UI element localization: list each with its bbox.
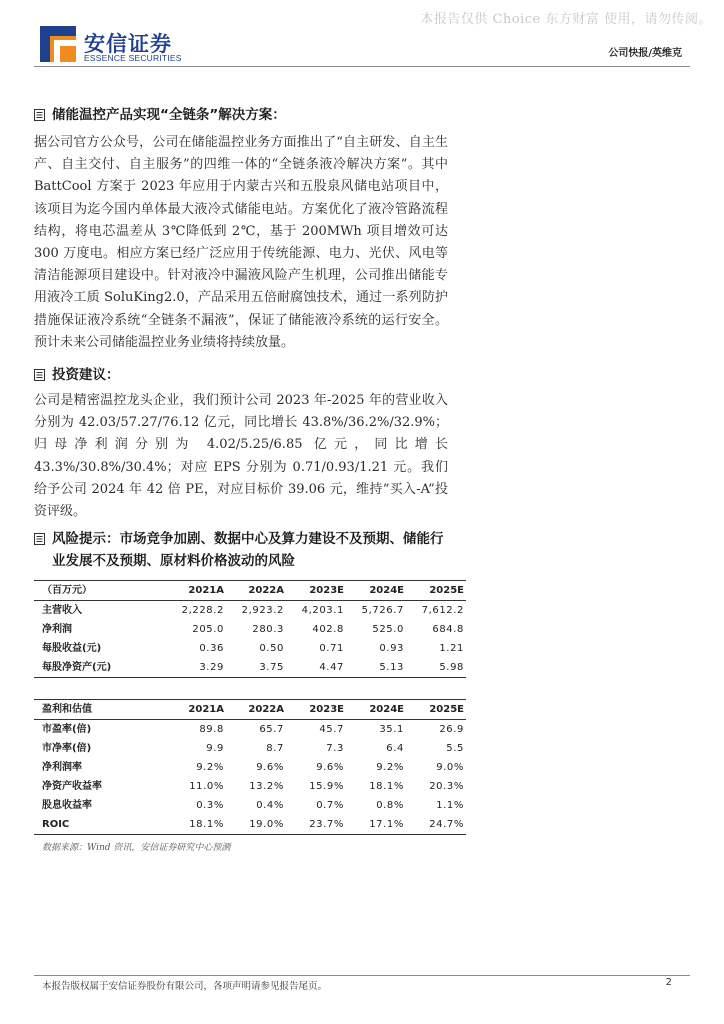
table-cell: 26.9 (439, 724, 464, 735)
table-cell: 0.50 (259, 643, 284, 654)
table-cell: 9.6% (256, 762, 284, 773)
table-cell: 5.13 (379, 662, 404, 673)
table-row (34, 658, 466, 678)
table-cell: 0.71 (319, 643, 344, 654)
table-cell: 0.36 (199, 643, 224, 654)
table-cell: 8.7 (266, 743, 284, 754)
section-storage-thermal (34, 104, 448, 354)
row-label: 市盈率(倍) (42, 724, 92, 735)
row-label: ROIC (42, 819, 70, 830)
section-risk-warning (34, 528, 448, 572)
table-cell: 9.2% (376, 762, 404, 773)
table-cell: 2,923.2 (241, 605, 284, 616)
table-header-row (34, 699, 466, 720)
row-label: 每股净资产(元) (42, 662, 112, 673)
table-cell: 24.7% (429, 819, 464, 830)
copyright-notice: 本报告版权属于安信证券股份有限公司，各项声明请参见报告尾页。 (42, 981, 328, 992)
table-cell: 0.93 (379, 643, 404, 654)
table-cell: 525.0 (372, 624, 404, 635)
table-header-cell: 2021A (188, 704, 224, 715)
table-header-cell: 2024E (369, 704, 404, 715)
row-label: 主营收入 (42, 605, 82, 616)
header-divider (34, 66, 690, 67)
table-cell: 20.3% (429, 781, 464, 792)
table-header-cell: 2025E (429, 704, 464, 715)
table-cell: 4.47 (319, 662, 344, 673)
table-cell: 9.2% (196, 762, 224, 773)
table-cell: 1.21 (439, 643, 464, 654)
financial-summary-table (34, 580, 466, 678)
company-logo (40, 26, 200, 66)
table-row (34, 796, 466, 815)
table-row (34, 815, 466, 835)
table-cell: 11.0% (189, 781, 224, 792)
table-cell: 205.0 (192, 624, 224, 635)
table-cell: 18.1% (189, 819, 224, 830)
row-label: 净资产收益率 (42, 781, 102, 792)
table-header-cell: 盈利和估值 (42, 704, 92, 715)
page-number: 2 (665, 977, 672, 988)
table-header-cell: 2022A (248, 585, 284, 596)
table-header-cell: 2022A (248, 704, 284, 715)
logo-chinese-name: 安信证券 (84, 32, 172, 56)
table-cell: 13.2% (249, 781, 284, 792)
section-heading (34, 528, 448, 572)
section-body: 公司是精密温控龙头企业，我们预计公司 2023 年-2025 年的营业收入分别为 42.03/57.27/76.12 亿元，同比增长 43.8%/36.2%/32.9%；归母净利润分别为 4.02/5.25/6.85 亿元，同比增长 43.3%/30.8%/30.4%；对应 EPS 分别为 0.71/0.93/1.21 元。我们给予公司 2024 年 42 倍 PE，对应目标价 39.06 元，维持“买入-A”投资评级。 (34, 393, 448, 520)
table-cell: 7.3 (326, 743, 344, 754)
table-cell: 18.1% (369, 781, 404, 792)
table-cell: 89.8 (199, 724, 224, 735)
table-row (34, 601, 466, 620)
report-type-label: 公司快报/英维克 (608, 48, 682, 59)
table-cell: 9.0% (436, 762, 464, 773)
table-cell: 19.0% (249, 819, 284, 830)
table-cell: 2,228.2 (181, 605, 224, 616)
table-cell: 4,203.1 (301, 605, 344, 616)
table-header-cell: 2024E (369, 585, 404, 596)
section-heading (34, 104, 448, 126)
row-label: 股息收益率 (42, 800, 92, 811)
table-cell: 3.75 (259, 662, 284, 673)
table-header-cell: 2021A (188, 585, 224, 596)
document-icon (34, 109, 45, 121)
table-cell: 5.98 (439, 662, 464, 673)
table-cell: 35.1 (379, 724, 404, 735)
table-header-cell: 2023E (309, 704, 344, 715)
table-header-cell: 2023E (309, 585, 344, 596)
table-cell: 15.9% (309, 781, 344, 792)
row-label: 净利润 (42, 624, 72, 635)
data-source-note: 数据来源：Wind 资讯，安信证券研究中心预测 (42, 843, 231, 853)
section-heading-text: 储能温控产品实现“全链条”解决方案： (52, 107, 286, 123)
table-cell: 7,612.2 (421, 605, 464, 616)
row-label: 净利润率 (42, 762, 82, 773)
table-cell: 65.7 (259, 724, 284, 735)
watermark: 本报告仅供 Choice 东方财富 使用，请勿传阅。 (420, 12, 712, 27)
section-investment-advice (34, 364, 448, 523)
table-cell: 9.6% (316, 762, 344, 773)
table-cell: 280.3 (252, 624, 284, 635)
table-header-row (34, 580, 466, 601)
footer-divider (34, 975, 690, 976)
table-cell: 3.29 (199, 662, 224, 673)
table-cell: 17.1% (369, 819, 404, 830)
table-cell: 45.7 (319, 724, 344, 735)
logo-mark-icon (40, 26, 76, 62)
table-cell: 5,726.7 (361, 605, 404, 616)
table-cell: 23.7% (309, 819, 344, 830)
section-heading-text: 风险提示：市场竞争加剧、数据中心及算力建设不及预期、储能行业发展不及预期、原材料价格波动的风险 (52, 531, 444, 569)
table-row (34, 639, 466, 658)
table-cell: 684.8 (432, 624, 464, 635)
table-cell: 1.1% (436, 800, 464, 811)
table-cell: 0.8% (376, 800, 404, 811)
row-label: 市净率(倍) (42, 743, 92, 754)
table-cell: 0.7% (316, 800, 344, 811)
table-row (34, 739, 466, 758)
document-icon (34, 533, 45, 545)
section-heading (34, 364, 448, 386)
section-body: 据公司官方公众号，公司在储能温控业务方面推出了“自主研发、自主生产、自主交付、自主服务”的四维一体的“全链条液冷解决方案”。其中 BattCool 方案于 2023 年应用于内蒙古兴和五股泉风储电站项目中，该项目为迄今国内单体最大液冷式储能电站。方案优化了液冷管路流程结构，将电芯温差从 3℃降低到 2℃，基于 200MWh 项目增效可达 300 万度电。相应方案已经广泛应用于传统能源、电力、光伏、风电等清洁能源项目建设中。针对液冷中漏液风险产生机理，公司推出储能专用液冷工质 SoluKing2.0，产品采用五倍耐腐蚀技术，通过一系列防护措施保证液冷系统“全链条不漏液”，保证了储能液冷系统的运行安全。预计未来公司储能温控业务业绩将持续放量。 (34, 135, 448, 350)
table-cell: 0.4% (256, 800, 284, 811)
section-heading-text: 投资建议： (52, 367, 120, 383)
table-cell: 402.8 (312, 624, 344, 635)
row-label: 每股收益(元) (42, 643, 102, 654)
table-cell: 6.4 (386, 743, 404, 754)
table-row (34, 777, 466, 796)
table-cell: 0.3% (196, 800, 224, 811)
table-header-cell: 2025E (429, 585, 464, 596)
table-cell: 9.9 (206, 743, 224, 754)
table-header-cell: （百万元） (42, 585, 92, 596)
table-row (34, 758, 466, 777)
table-row (34, 620, 466, 639)
document-icon (34, 369, 45, 381)
valuation-table (34, 699, 466, 835)
logo-english-name: ESSENCE SECURITIES (84, 53, 182, 63)
table-cell: 5.5 (446, 743, 464, 754)
table-row (34, 720, 466, 739)
